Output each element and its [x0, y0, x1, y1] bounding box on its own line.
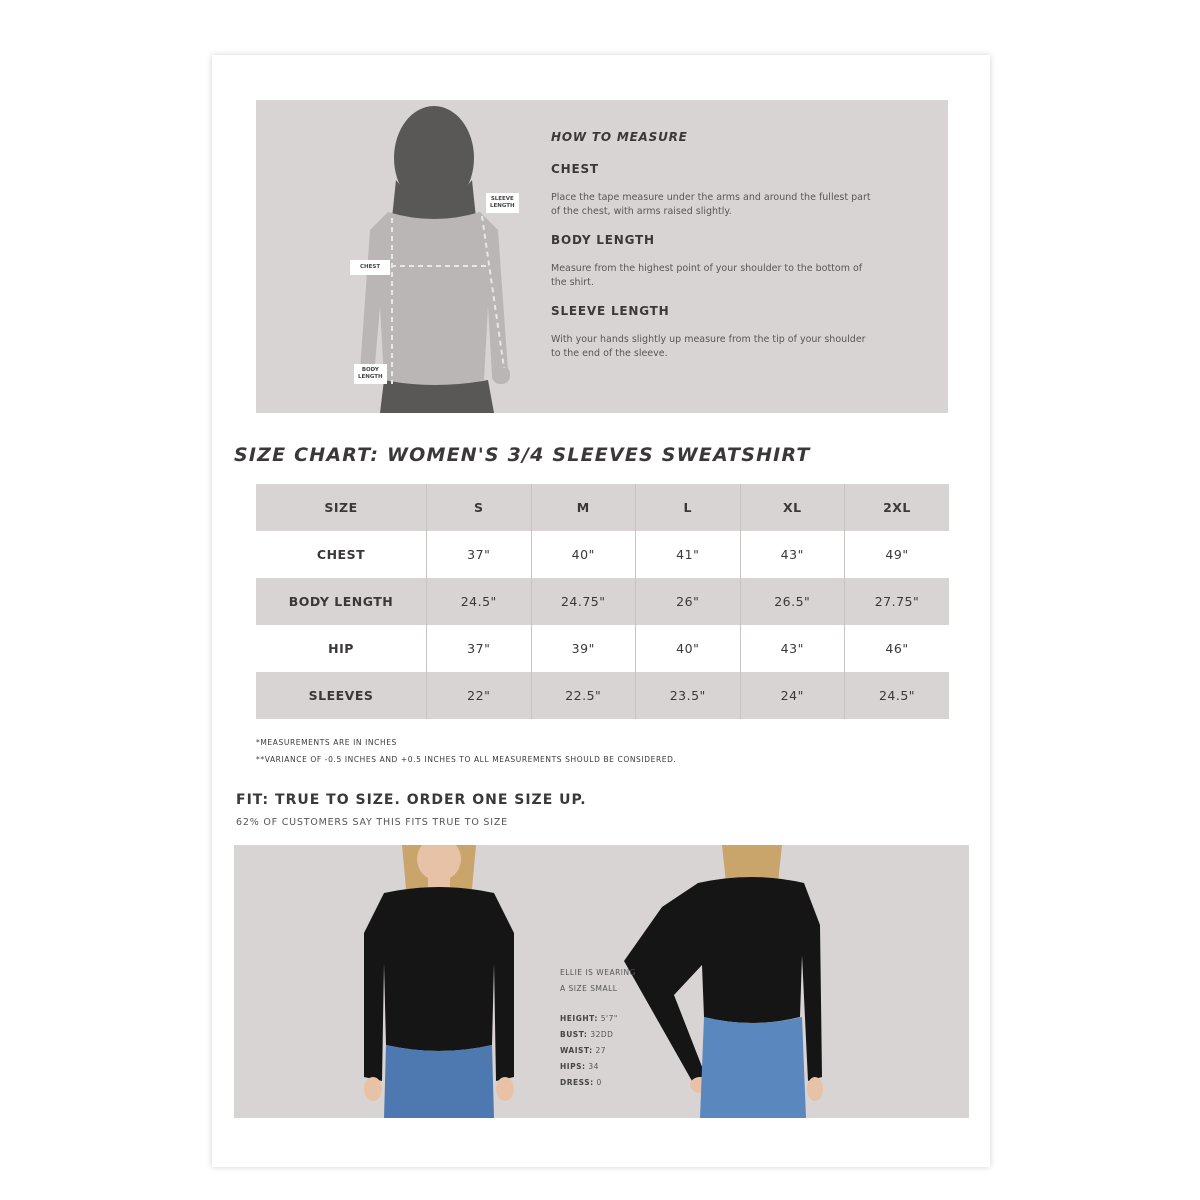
variance-note: **VARIANCE OF -0.5 INCHES AND +0.5 INCHES TO ALL MEASUREMENTS SHOULD BE CONSIDERED.	[256, 755, 677, 764]
body-length-tag	[354, 364, 387, 384]
stat-value: 5'7"	[600, 1014, 618, 1023]
table-cell: 24.75"	[531, 578, 636, 625]
stat-value: 34	[588, 1062, 599, 1071]
how-to-measure-panel	[256, 100, 948, 413]
fit-subtitle: 62% OF CUSTOMERS SAY THIS FITS TRUE TO SIZE	[236, 817, 508, 828]
table-cell: 37"	[427, 625, 532, 672]
sleeve-tag-line2: LENGTH	[490, 203, 515, 209]
table-cell: 22.5"	[531, 672, 636, 719]
model-stat-bust	[560, 1027, 636, 1043]
table-cell: 24"	[740, 672, 845, 719]
row-label: BODY LENGTH	[256, 578, 427, 625]
body-tag-line1: BODY	[361, 367, 379, 373]
table-cell: 43"	[740, 531, 845, 578]
header-cell: S	[427, 484, 532, 531]
measure-instructions	[551, 130, 931, 375]
body-tag-line2: LENGTH	[358, 374, 383, 380]
body-length-instruction: Measure from the highest point of your shoulder to the bottom of the shirt.	[551, 263, 863, 288]
row-label: CHEST	[256, 531, 427, 578]
size-header-row	[256, 484, 949, 531]
size-chart-title: SIZE CHART: WOMEN'S 3/4 SLEEVES SWEATSHIRT	[234, 444, 811, 466]
chest-tag-line: CHEST	[360, 264, 381, 270]
table-cell: 26.5"	[740, 578, 845, 625]
model-back-photo	[622, 845, 832, 1118]
model-wearing-line1: ELLIE IS WEARING	[560, 968, 636, 977]
table-cell: 23.5"	[636, 672, 741, 719]
sleeve-length-instruction: With your hands slightly up measure from the tip of your shoulder to the end of the sleeve.	[551, 334, 866, 359]
header-cell: SIZE	[256, 484, 427, 531]
fit-title: FIT: TRUE TO SIZE. ORDER ONE SIZE UP.	[236, 792, 587, 808]
table-row	[256, 672, 949, 719]
row-label: HIP	[256, 625, 427, 672]
table-cell: 24.5"	[427, 578, 532, 625]
model-stat-waist	[560, 1043, 636, 1059]
size-chart-table	[256, 484, 949, 719]
sleeve-tag-line1: SLEEVE	[490, 196, 514, 202]
stat-key: HIPS:	[560, 1062, 586, 1071]
stat-value: 0	[596, 1078, 602, 1087]
measurement-unit-note: *MEASUREMENTS ARE IN INCHES	[256, 738, 397, 747]
table-cell: 22"	[427, 672, 532, 719]
model-stat-dress	[560, 1075, 636, 1091]
model-front-photo	[354, 845, 524, 1118]
model-photo-panel	[234, 845, 969, 1118]
model-info	[560, 965, 636, 1091]
table-cell: 41"	[636, 531, 741, 578]
header-cell: 2XL	[845, 484, 950, 531]
table-cell: 49"	[845, 531, 950, 578]
stat-value: 32DD	[590, 1030, 614, 1039]
table-cell: 39"	[531, 625, 636, 672]
row-label: SLEEVES	[256, 672, 427, 719]
header-cell: XL	[740, 484, 845, 531]
body-length-heading: BODY LENGTH	[551, 233, 655, 247]
model-stat-hips	[560, 1059, 636, 1075]
table-row	[256, 531, 949, 578]
sleeve-length-heading: SLEEVE LENGTH	[551, 304, 670, 318]
table-cell: 40"	[531, 531, 636, 578]
table-row	[256, 625, 949, 672]
table-cell: 37"	[427, 531, 532, 578]
chest-instruction: Place the tape measure under the arms and around the fullest part of the chest, with arms raised slightly.	[551, 192, 871, 217]
sleeve-length-tag	[486, 193, 519, 213]
table-cell: 43"	[740, 625, 845, 672]
mannequin-illustration	[256, 100, 556, 413]
table-row	[256, 578, 949, 625]
model-wearing-line2: A SIZE SMALL	[560, 984, 618, 993]
stat-value: 27	[595, 1046, 607, 1055]
header-cell: L	[636, 484, 741, 531]
table-cell: 27.75"	[845, 578, 950, 625]
how-to-measure-heading: HOW TO MEASURE	[551, 130, 688, 144]
stat-key: DRESS:	[560, 1078, 594, 1087]
model-stat-height	[560, 1011, 636, 1027]
stat-key: BUST:	[560, 1030, 588, 1039]
stat-key: WAIST:	[560, 1046, 593, 1055]
stat-key: HEIGHT:	[560, 1014, 598, 1023]
chest-tag	[350, 260, 390, 275]
table-cell: 46"	[845, 625, 950, 672]
chest-heading: CHEST	[551, 162, 599, 176]
header-cell: M	[531, 484, 636, 531]
table-cell: 24.5"	[845, 672, 950, 719]
table-cell: 26"	[636, 578, 741, 625]
table-cell: 40"	[636, 625, 741, 672]
